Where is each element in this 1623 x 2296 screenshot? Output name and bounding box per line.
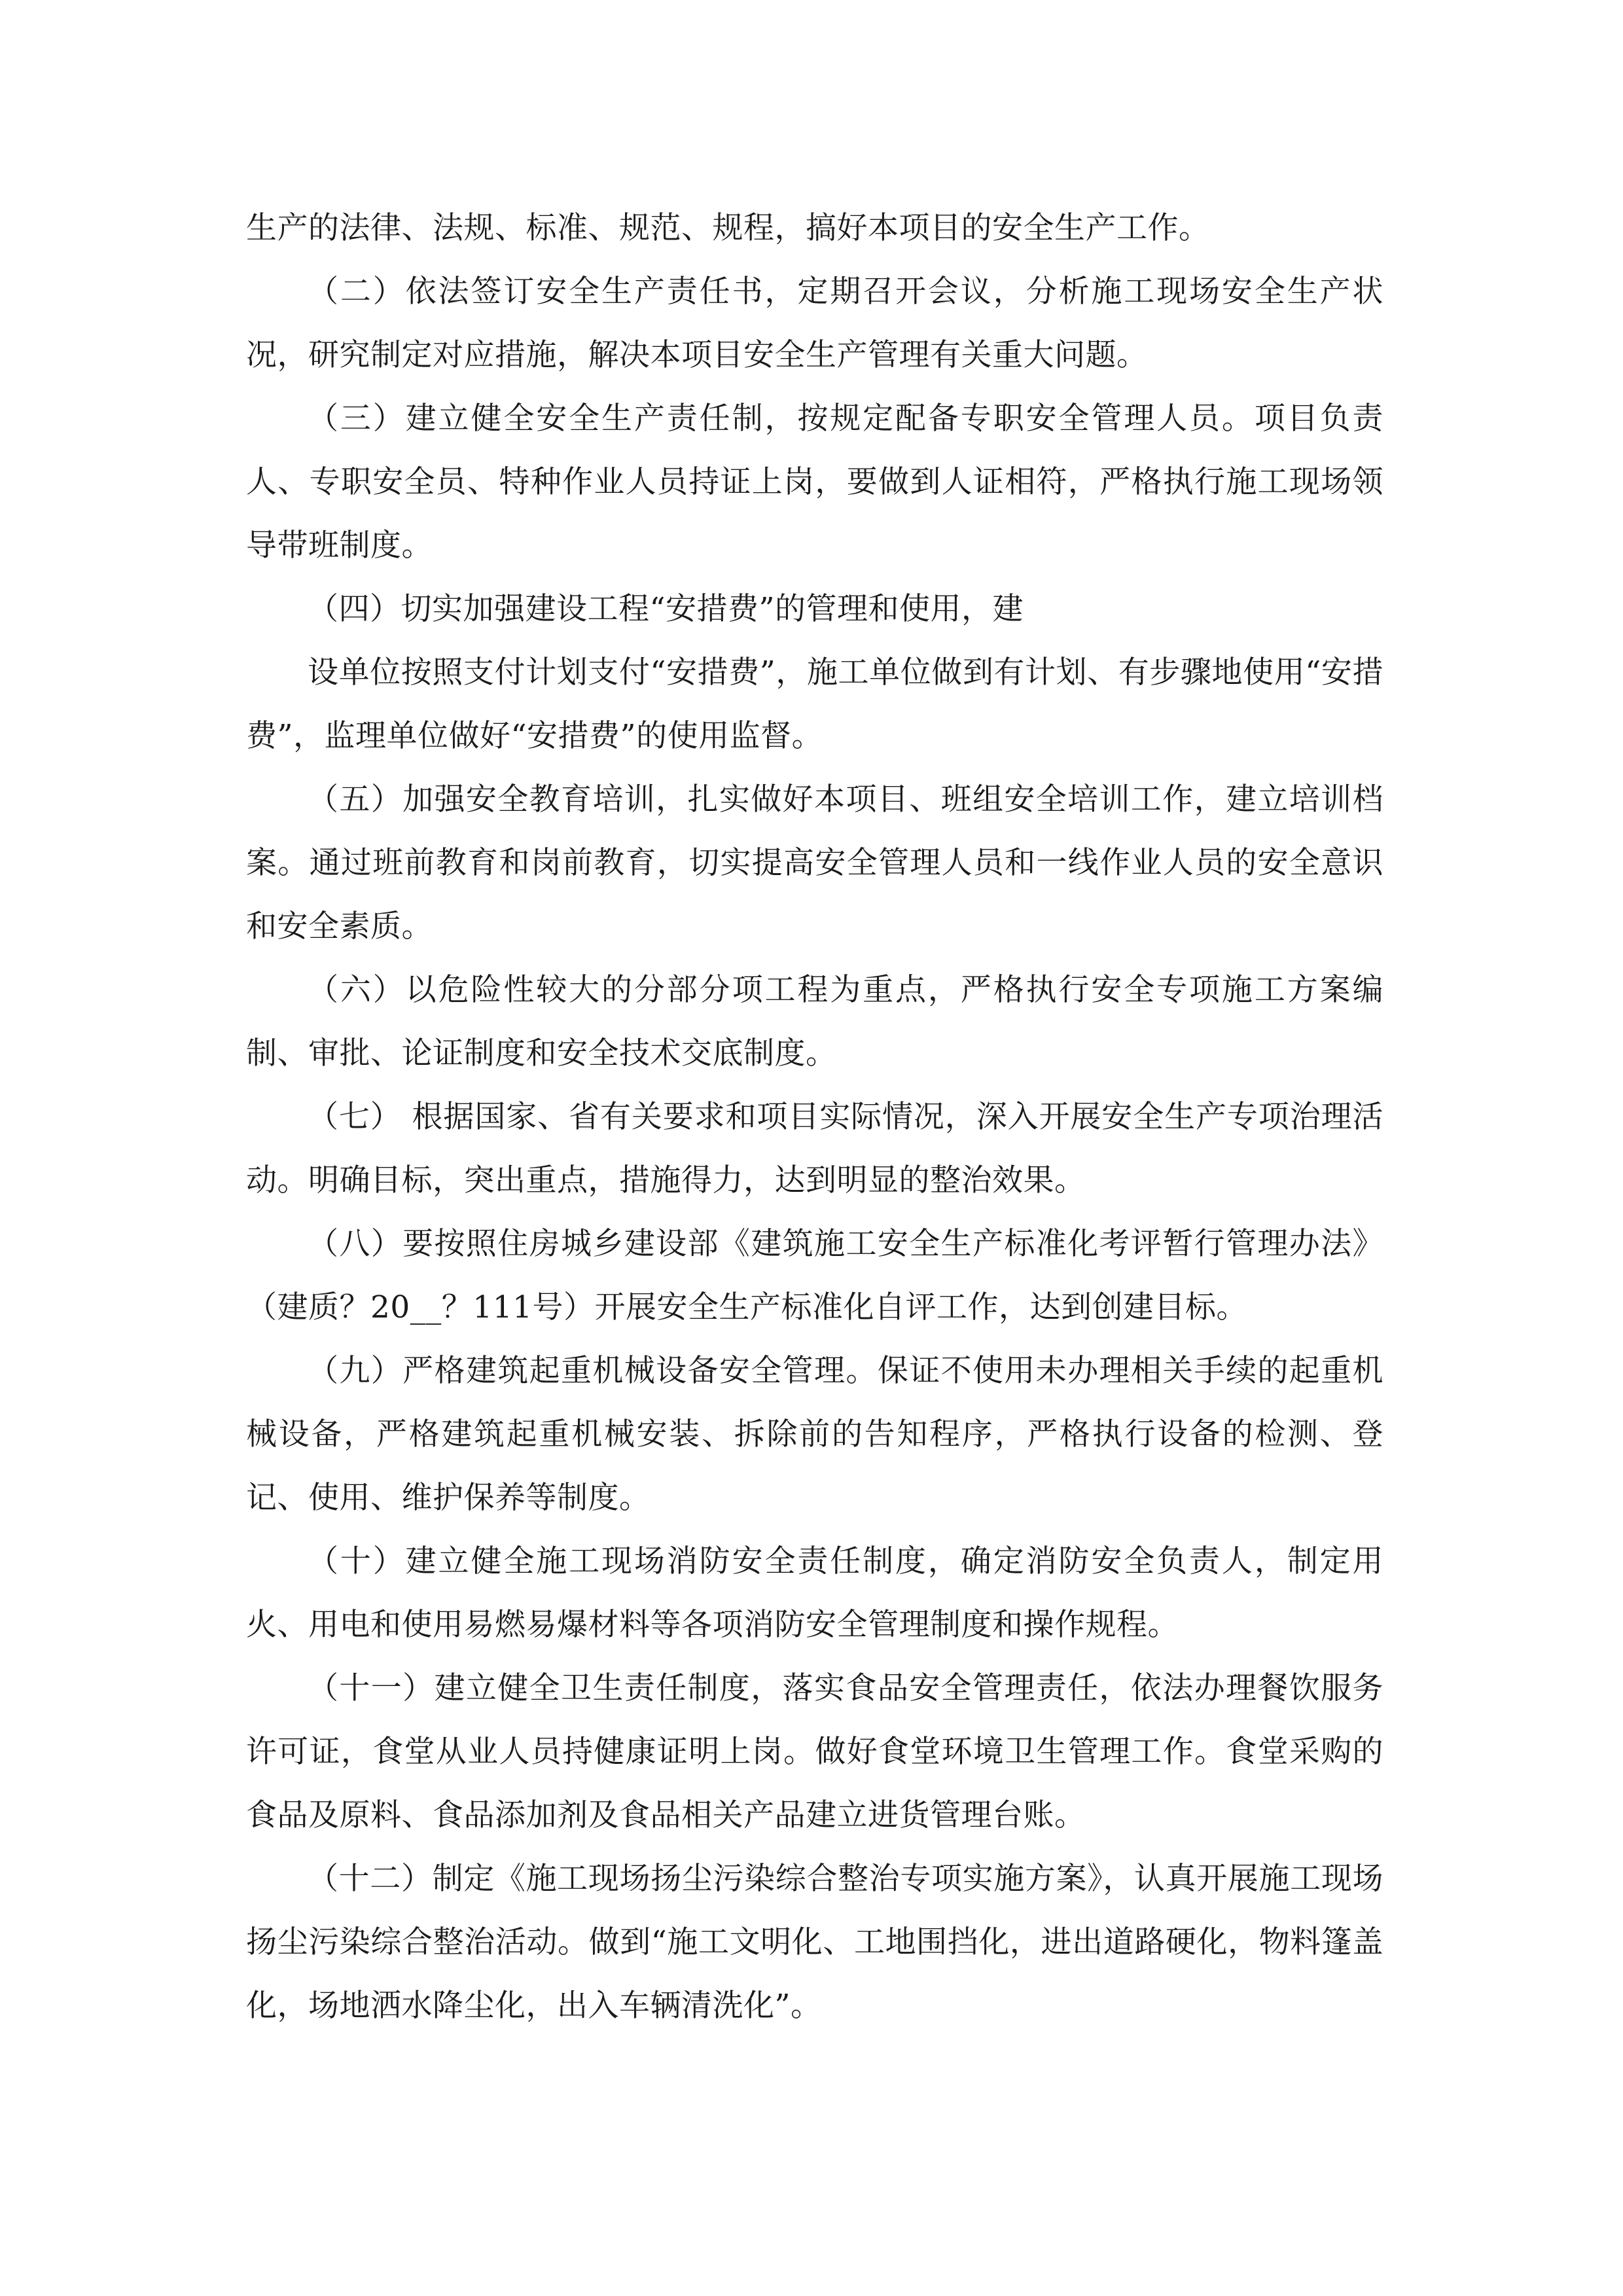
paragraph-item-4-continued: 设单位按照支付计划支付“安措费”，施工单位做到有计划、有步骤地使用“安措费”，监理单位做好“安措费”的使用监督。 [246, 655, 1383, 754]
paragraph-item-11: （十一）建立健全卫生责任制度，落实食品安全管理责任，依法办理餐饮服务许可证，食堂从业人员持健康证明上岗。做好食堂环境卫生管理工作。食堂采购的食品及原料、食品添加剂及食品相关产品建立进货管理台账。 [246, 1670, 1383, 1833]
paragraph-continued-intro: 生产的法律、法规、标准、规范、规程，搞好本项目的安全生产工作。 [246, 210, 1210, 246]
paragraph-item-7: （七） 根据国家、省有关要求和项目实际情况，深入开展安全生产专项治理活动。明确目标，突出重点，措施得力，达到明显的整治效果。 [246, 1099, 1383, 1198]
paragraph-item-8: （八）要按照住房城乡建设部《建筑施工安全生产标准化考评暂行管理办法》（建质？20__？111号）开展安全生产标准化自评工作，达到创建目标。 [246, 1226, 1383, 1325]
document-body [246, 196, 1383, 2037]
paragraph-item-4: （四）切实加强建设工程“安措费”的管理和使用，建 [308, 591, 1024, 627]
paragraph-item-10: （十）建立健全施工现场消防安全责任制度，确定消防安全负责人，制定用火、用电和使用易燃易爆材料等各项消防安全管理制度和操作规程。 [246, 1543, 1383, 1643]
paragraph-item-2: （二）依法签订安全生产责任书，定期召开会议，分析施工现场安全生产状况，研究制定对应措施，解决本项目安全生产管理有关重大问题。 [246, 274, 1383, 373]
paragraph-item-6: （六）以危险性较大的分部分项工程为重点，严格执行安全专项施工方案编制、审批、论证制度和安全技术交底制度。 [246, 972, 1383, 1071]
paragraph-item-3: （三）建立健全安全生产责任制，按规定配备专职安全管理人员。项目负责人、专职安全员、特种作业人员持证上岗，要做到人证相符，严格执行施工现场领导带班制度。 [246, 401, 1383, 564]
paragraph-item-12: （十二）制定《施工现场扬尘污染综合整治专项实施方案》，认真开展施工现场扬尘污染综合整治活动。做到“施工文明化、工地围挡化，进出道路硬化，物料篷盖化，场地洒水降尘化，出入车辆清洗化”。 [246, 1861, 1383, 2024]
paragraph-item-9: （九）严格建筑起重机械设备安全管理。保证不使用未办理相关手续的起重机械设备，严格建筑起重机械安装、拆除前的告知程序，严格执行设备的检测、登记、使用、维护保养等制度。 [246, 1353, 1383, 1516]
paragraph-item-5: （五）加强安全教育培训，扎实做好本项目、班组安全培训工作，建立培训档案。通过班前教育和岗前教育，切实提高安全管理人员和一线作业人员的安全意识和安全素质。 [246, 781, 1383, 944]
